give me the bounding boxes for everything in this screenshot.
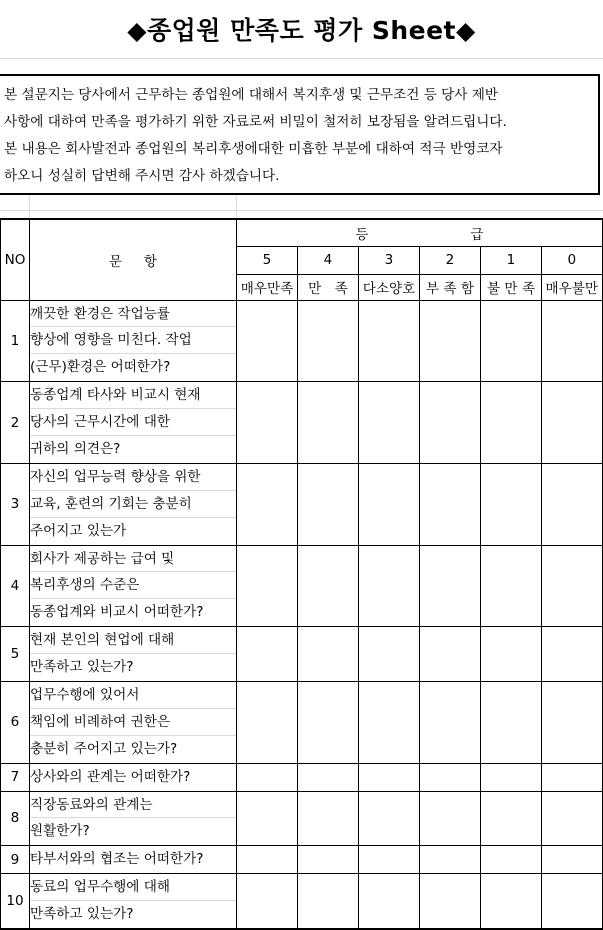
question-line: 동종업계 타사와 비교시 현재: [30, 382, 236, 409]
rating-cell-1[interactable]: [481, 300, 542, 382]
intro-line: 하오니 성실히 답변해 주시면 감사 하겠습니다.: [4, 168, 280, 184]
question-line: 향상에 영향을 미친다. 작업: [30, 327, 236, 354]
intro-line: 본 설문지는 당사에서 근무하는 종업원에 대해서 복지후생 및 근무조건 등 당사 제반: [4, 87, 499, 103]
rating-cell-1[interactable]: [481, 763, 542, 791]
question-text: [30, 846, 237, 874]
survey-table: [0, 218, 603, 930]
question-number: 1: [1, 300, 30, 382]
grade-header: [237, 219, 603, 246]
question-row: [1, 846, 603, 874]
label-dissatisfied: 불 만 족: [481, 274, 542, 300]
rating-cell-0[interactable]: [542, 545, 603, 627]
rating-cell-0[interactable]: [542, 382, 603, 464]
question-line: 직장동료와의 관계는: [30, 792, 236, 819]
rating-cell-4[interactable]: [298, 763, 359, 791]
rating-cell-5[interactable]: [237, 681, 298, 763]
question-line: 만족하고 있는가?: [30, 659, 134, 676]
intro-line: 사항에 대하여 만족을 평가하기 위한 자료로써 비밀이 철저히 보장됨을 알려드립니다.: [4, 114, 507, 130]
rating-cell-1[interactable]: [481, 545, 542, 627]
question-line: 귀하의 의견은?: [30, 440, 121, 457]
question-number: 2: [1, 382, 30, 464]
question-text: [30, 791, 237, 846]
question-line: 동료의 업무수행에 대해: [30, 874, 236, 901]
question-number: 10: [1, 874, 30, 929]
question-header-char: 문: [108, 253, 123, 270]
question-line: 만족하고 있는가?: [30, 906, 134, 923]
rating-cell-1[interactable]: [481, 681, 542, 763]
question-number: 7: [1, 763, 30, 791]
rating-cell-3[interactable]: [359, 463, 420, 545]
label-very-satisfied: 매우만족: [237, 274, 298, 300]
rating-cell-2[interactable]: [420, 300, 481, 382]
question-number: 8: [1, 791, 30, 846]
rating-cell-0[interactable]: [542, 300, 603, 382]
question-text: [30, 763, 237, 791]
intro-line: 본 내용은 회사발전과 종업원의 복리후생에대한 미흡한 부분에 대하여 적극 반영코자: [4, 141, 503, 157]
question-row: [1, 681, 603, 763]
question-text: [30, 545, 237, 627]
rating-cell-5[interactable]: [237, 791, 298, 846]
sheet-gridline: [0, 210, 603, 211]
rating-cell-4[interactable]: [298, 463, 359, 545]
question-line: 현재 본인의 현업에 대해: [30, 627, 236, 654]
question-row: [1, 874, 603, 929]
rating-cell-4[interactable]: [298, 681, 359, 763]
question-row: [1, 382, 603, 464]
question-line: 충분히 주어지고 있는가?: [30, 740, 178, 757]
rating-cell-2[interactable]: [420, 681, 481, 763]
rating-cell-3[interactable]: [359, 763, 420, 791]
rating-cell-1[interactable]: [481, 846, 542, 874]
rating-cell-0[interactable]: [542, 463, 603, 545]
question-line: (근무)환경은 어떠한가?: [30, 359, 171, 376]
question-line: 동종업계와 비교시 어떠한가?: [30, 604, 204, 621]
score-3: 3: [359, 246, 420, 274]
label-very-dissatisfied: 매우불만: [542, 274, 603, 300]
question-text: [30, 300, 237, 382]
question-line: 복리후생의 수준은: [30, 572, 236, 599]
sheet-gridline: [0, 58, 603, 59]
label-satisfied: 만 족: [298, 274, 359, 300]
score-1: 1: [481, 246, 542, 274]
rating-cell-3[interactable]: [359, 791, 420, 846]
question-number: 4: [1, 545, 30, 627]
rating-cell-4[interactable]: [298, 874, 359, 929]
question-text: [30, 463, 237, 545]
question-line: 당사의 근무시간에 대한: [30, 409, 236, 436]
rating-cell-1[interactable]: [481, 874, 542, 929]
rating-cell-2[interactable]: [420, 463, 481, 545]
rating-cell-2[interactable]: [420, 874, 481, 929]
question-number: 9: [1, 846, 30, 874]
question-row: [1, 463, 603, 545]
question-line: 회사가 제공하는 급여 및: [30, 546, 236, 573]
sheet-gridline: [29, 195, 30, 218]
question-header: [30, 219, 237, 300]
rating-cell-0[interactable]: [542, 791, 603, 846]
question-header-char: 항: [143, 253, 158, 270]
question-row: [1, 545, 603, 627]
rating-cell-0[interactable]: [542, 681, 603, 763]
rating-cell-2[interactable]: [420, 627, 481, 682]
question-text: [30, 874, 237, 929]
rating-cell-1[interactable]: [481, 382, 542, 464]
question-row: [1, 300, 603, 382]
rating-cell-0[interactable]: [542, 846, 603, 874]
rating-cell-2[interactable]: [420, 791, 481, 846]
question-text: [30, 681, 237, 763]
rating-cell-5[interactable]: [237, 763, 298, 791]
rating-cell-2[interactable]: [420, 846, 481, 874]
rating-cell-5[interactable]: [237, 545, 298, 627]
question-text: [30, 627, 237, 682]
rating-cell-0[interactable]: [542, 874, 603, 929]
rating-cell-3[interactable]: [359, 300, 420, 382]
rating-cell-0[interactable]: [542, 763, 603, 791]
question-row: [1, 791, 603, 846]
rating-cell-3[interactable]: [359, 545, 420, 627]
rating-cell-5[interactable]: [237, 846, 298, 874]
rating-cell-3[interactable]: [359, 874, 420, 929]
no-header: NO: [1, 219, 30, 300]
rating-cell-1[interactable]: [481, 627, 542, 682]
question-number: 5: [1, 627, 30, 682]
score-0: 0: [542, 246, 603, 274]
score-5: 5: [237, 246, 298, 274]
rating-cell-4[interactable]: [298, 846, 359, 874]
question-row: [1, 627, 603, 682]
rating-cell-4[interactable]: [298, 627, 359, 682]
rating-cell-4[interactable]: [298, 382, 359, 464]
sheet-title: ◆종업원 만족도 평가 Sheet◆: [127, 16, 476, 45]
sheet-gridline: [236, 195, 237, 218]
grade-header-char: 급: [470, 226, 484, 243]
question-line: 자신의 업무능력 향상을 위한: [30, 464, 236, 491]
question-line: 상사와의 관계는 어떠한가?: [30, 768, 191, 785]
rating-cell-3[interactable]: [359, 846, 420, 874]
score-2: 2: [420, 246, 481, 274]
rating-cell-5[interactable]: [237, 382, 298, 464]
rating-cell-2[interactable]: [420, 763, 481, 791]
question-text: [30, 382, 237, 464]
question-number: 3: [1, 463, 30, 545]
question-line: 주어지고 있는가: [30, 522, 127, 539]
rating-cell-3[interactable]: [359, 681, 420, 763]
question-line: 원활한가?: [30, 823, 90, 840]
grade-header-char: 등: [355, 226, 369, 243]
rating-cell-4[interactable]: [298, 545, 359, 627]
score-4: 4: [298, 246, 359, 274]
rating-cell-3[interactable]: [359, 627, 420, 682]
label-fair: 다소양호: [359, 274, 420, 300]
question-line: 업무수행에 있어서: [30, 682, 236, 709]
question-line: 교육, 훈련의 기회는 충분히: [30, 491, 236, 518]
rating-cell-4[interactable]: [298, 300, 359, 382]
rating-cell-5[interactable]: [237, 874, 298, 929]
rating-cell-3[interactable]: [359, 382, 420, 464]
question-line: 깨끗한 환경은 작업능률: [30, 301, 236, 328]
rating-cell-1[interactable]: [481, 463, 542, 545]
label-insufficient: 부 족 함: [420, 274, 481, 300]
rating-cell-5[interactable]: [237, 627, 298, 682]
rating-cell-5[interactable]: [237, 300, 298, 382]
question-number: 6: [1, 681, 30, 763]
question-line: 타부서와의 협조는 어떠한가?: [30, 851, 204, 868]
intro-box: [0, 74, 600, 195]
rating-cell-5[interactable]: [237, 463, 298, 545]
rating-cell-0[interactable]: [542, 627, 603, 682]
rating-cell-2[interactable]: [420, 382, 481, 464]
rating-cell-2[interactable]: [420, 545, 481, 627]
question-row: [1, 763, 603, 791]
question-line: 책임에 비례하여 권한은: [30, 709, 236, 736]
rating-cell-1[interactable]: [481, 791, 542, 846]
rating-cell-4[interactable]: [298, 791, 359, 846]
